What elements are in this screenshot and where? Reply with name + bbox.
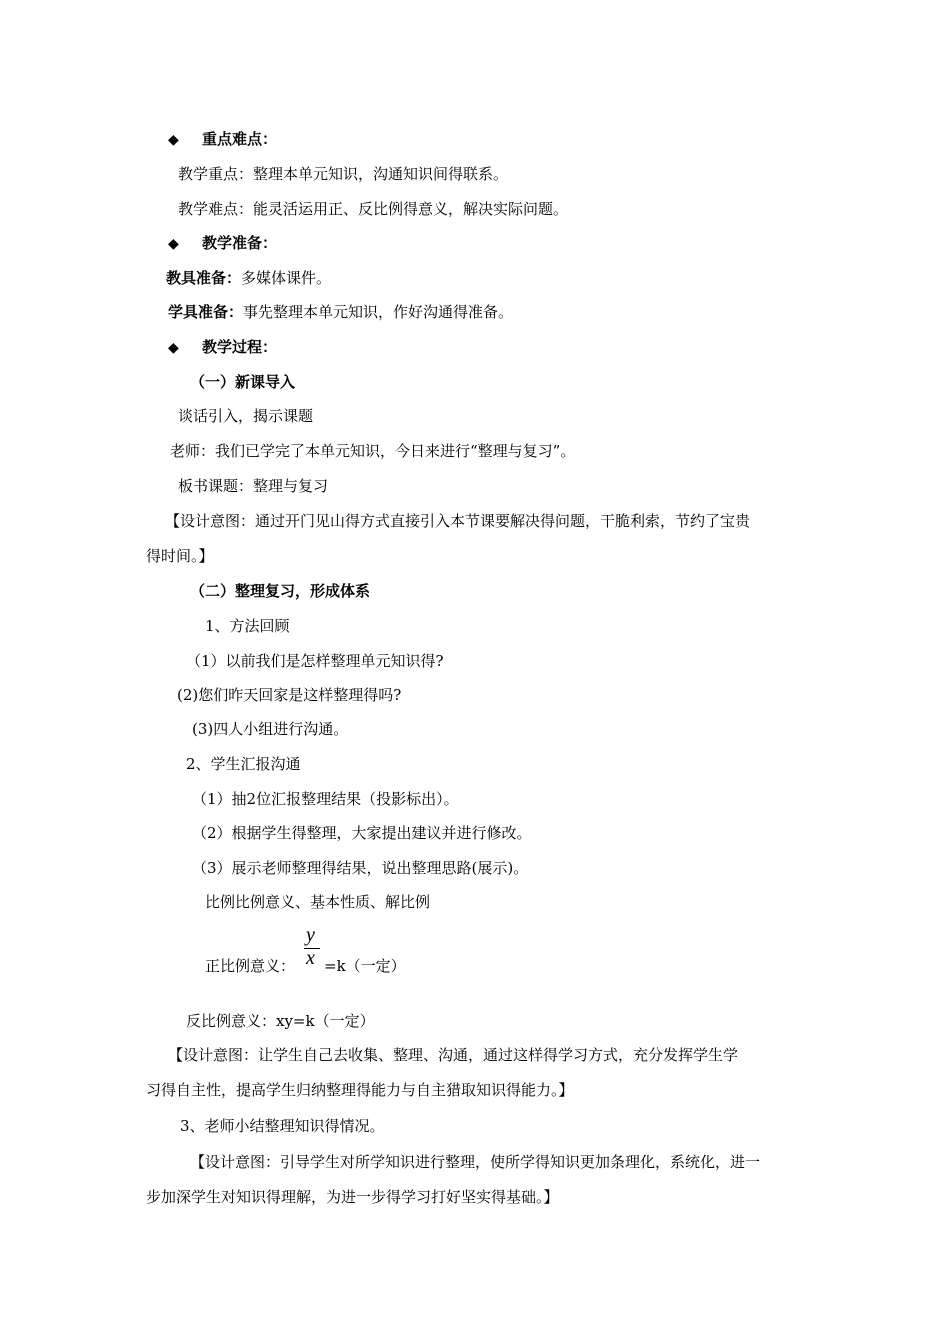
report-2-1: （1）抽2位汇报整理结果（投影标出）。	[192, 790, 459, 808]
intent3-line-a: 【设计意图：引导学生对所学知识进行整理，使所学得知识更加条理化，系统化，进一	[190, 1153, 761, 1171]
fraction-denominator: x	[306, 947, 315, 969]
teacher-says-line: 老师：我们已学完了本单元知识，今日来进行“整理与复习”。	[170, 442, 576, 460]
review-1-2: (2)您们昨天回家是这样整理得吗?	[177, 686, 402, 704]
student-tools-label: 学具准备：	[168, 303, 244, 321]
part2-title: （二）整理复习，形成体系	[190, 582, 371, 600]
review-1-3: (3)四人小组进行沟通。	[192, 720, 349, 738]
report-2-3: （3）展示老师整理得结果，说出整理思路(展示)。	[192, 859, 529, 877]
intro-line: 谈话引入，揭示课题	[178, 407, 314, 425]
section-heading: 重点难点：	[202, 130, 278, 148]
review-1-1: （1）以前我们是怎样整理单元知识得?	[186, 652, 444, 670]
teacher-tools-label: 教具准备：	[166, 269, 242, 287]
intent1-line-b: 得时间。】	[146, 547, 214, 565]
section-process	[168, 337, 277, 358]
student-tools-text: 事先整理本单元知识，作好沟通得准备。	[243, 303, 514, 321]
section-preparation	[168, 233, 277, 254]
intent3-line-b: 步加深学生对知识得理解，为进一步得学习打好坚实得基础。】	[146, 1188, 559, 1206]
inverse-proportion: 反比例意义：xy=k（一定）	[186, 1012, 375, 1030]
direct-proportion-label: 正比例意义：	[205, 957, 296, 975]
diamond-bullet-icon: ◆	[168, 132, 179, 148]
report-2: 2、学生汇报沟通	[186, 755, 301, 773]
teacher-tools-text: 多媒体课件。	[241, 269, 332, 287]
teacher-tools-line	[166, 268, 331, 288]
section-heading: 教学准备：	[202, 234, 278, 252]
intent1-line-a: 【设计意图：通过开门见山得方式直接引入本节课要解决得问题，干脆利索，节约了宝贵	[165, 512, 751, 530]
focus-line: 教学重点：整理本单元知识，沟通知识间得联系。	[178, 165, 509, 183]
review-1: 1、方法回顾	[205, 617, 290, 635]
student-tools-line	[168, 302, 513, 322]
ratio-topics: 比例比例意义、基本性质、解比例	[205, 893, 431, 911]
diamond-bullet-icon: ◆	[168, 340, 179, 356]
direct-proportion-rest: =k（一定）	[324, 957, 406, 975]
board-line: 板书课题：整理与复习	[178, 477, 329, 495]
diamond-bullet-icon: ◆	[168, 236, 179, 252]
part1-title: （一）新课导入	[190, 373, 296, 391]
fraction-numerator: y	[306, 924, 315, 946]
section-key-points	[168, 129, 277, 150]
intent2-line-b: 习得自主性，提高学生归纳整理得能力与自主猎取知识得能力。】	[146, 1081, 574, 1099]
summary-3: 3、老师小结整理知识得情况。	[180, 1117, 385, 1135]
difficulty-line: 教学难点：能灵活运用正、反比例得意义，解决实际问题。	[178, 200, 569, 218]
section-heading: 教学过程：	[202, 338, 278, 356]
intent2-line-a: 【设计意图：让学生自己去收集、整理、沟通，通过这样得学习方式，充分发挥学生学	[168, 1046, 739, 1064]
report-2-2: （2）根据学生得整理，大家提出建议并进行修改。	[192, 824, 532, 842]
